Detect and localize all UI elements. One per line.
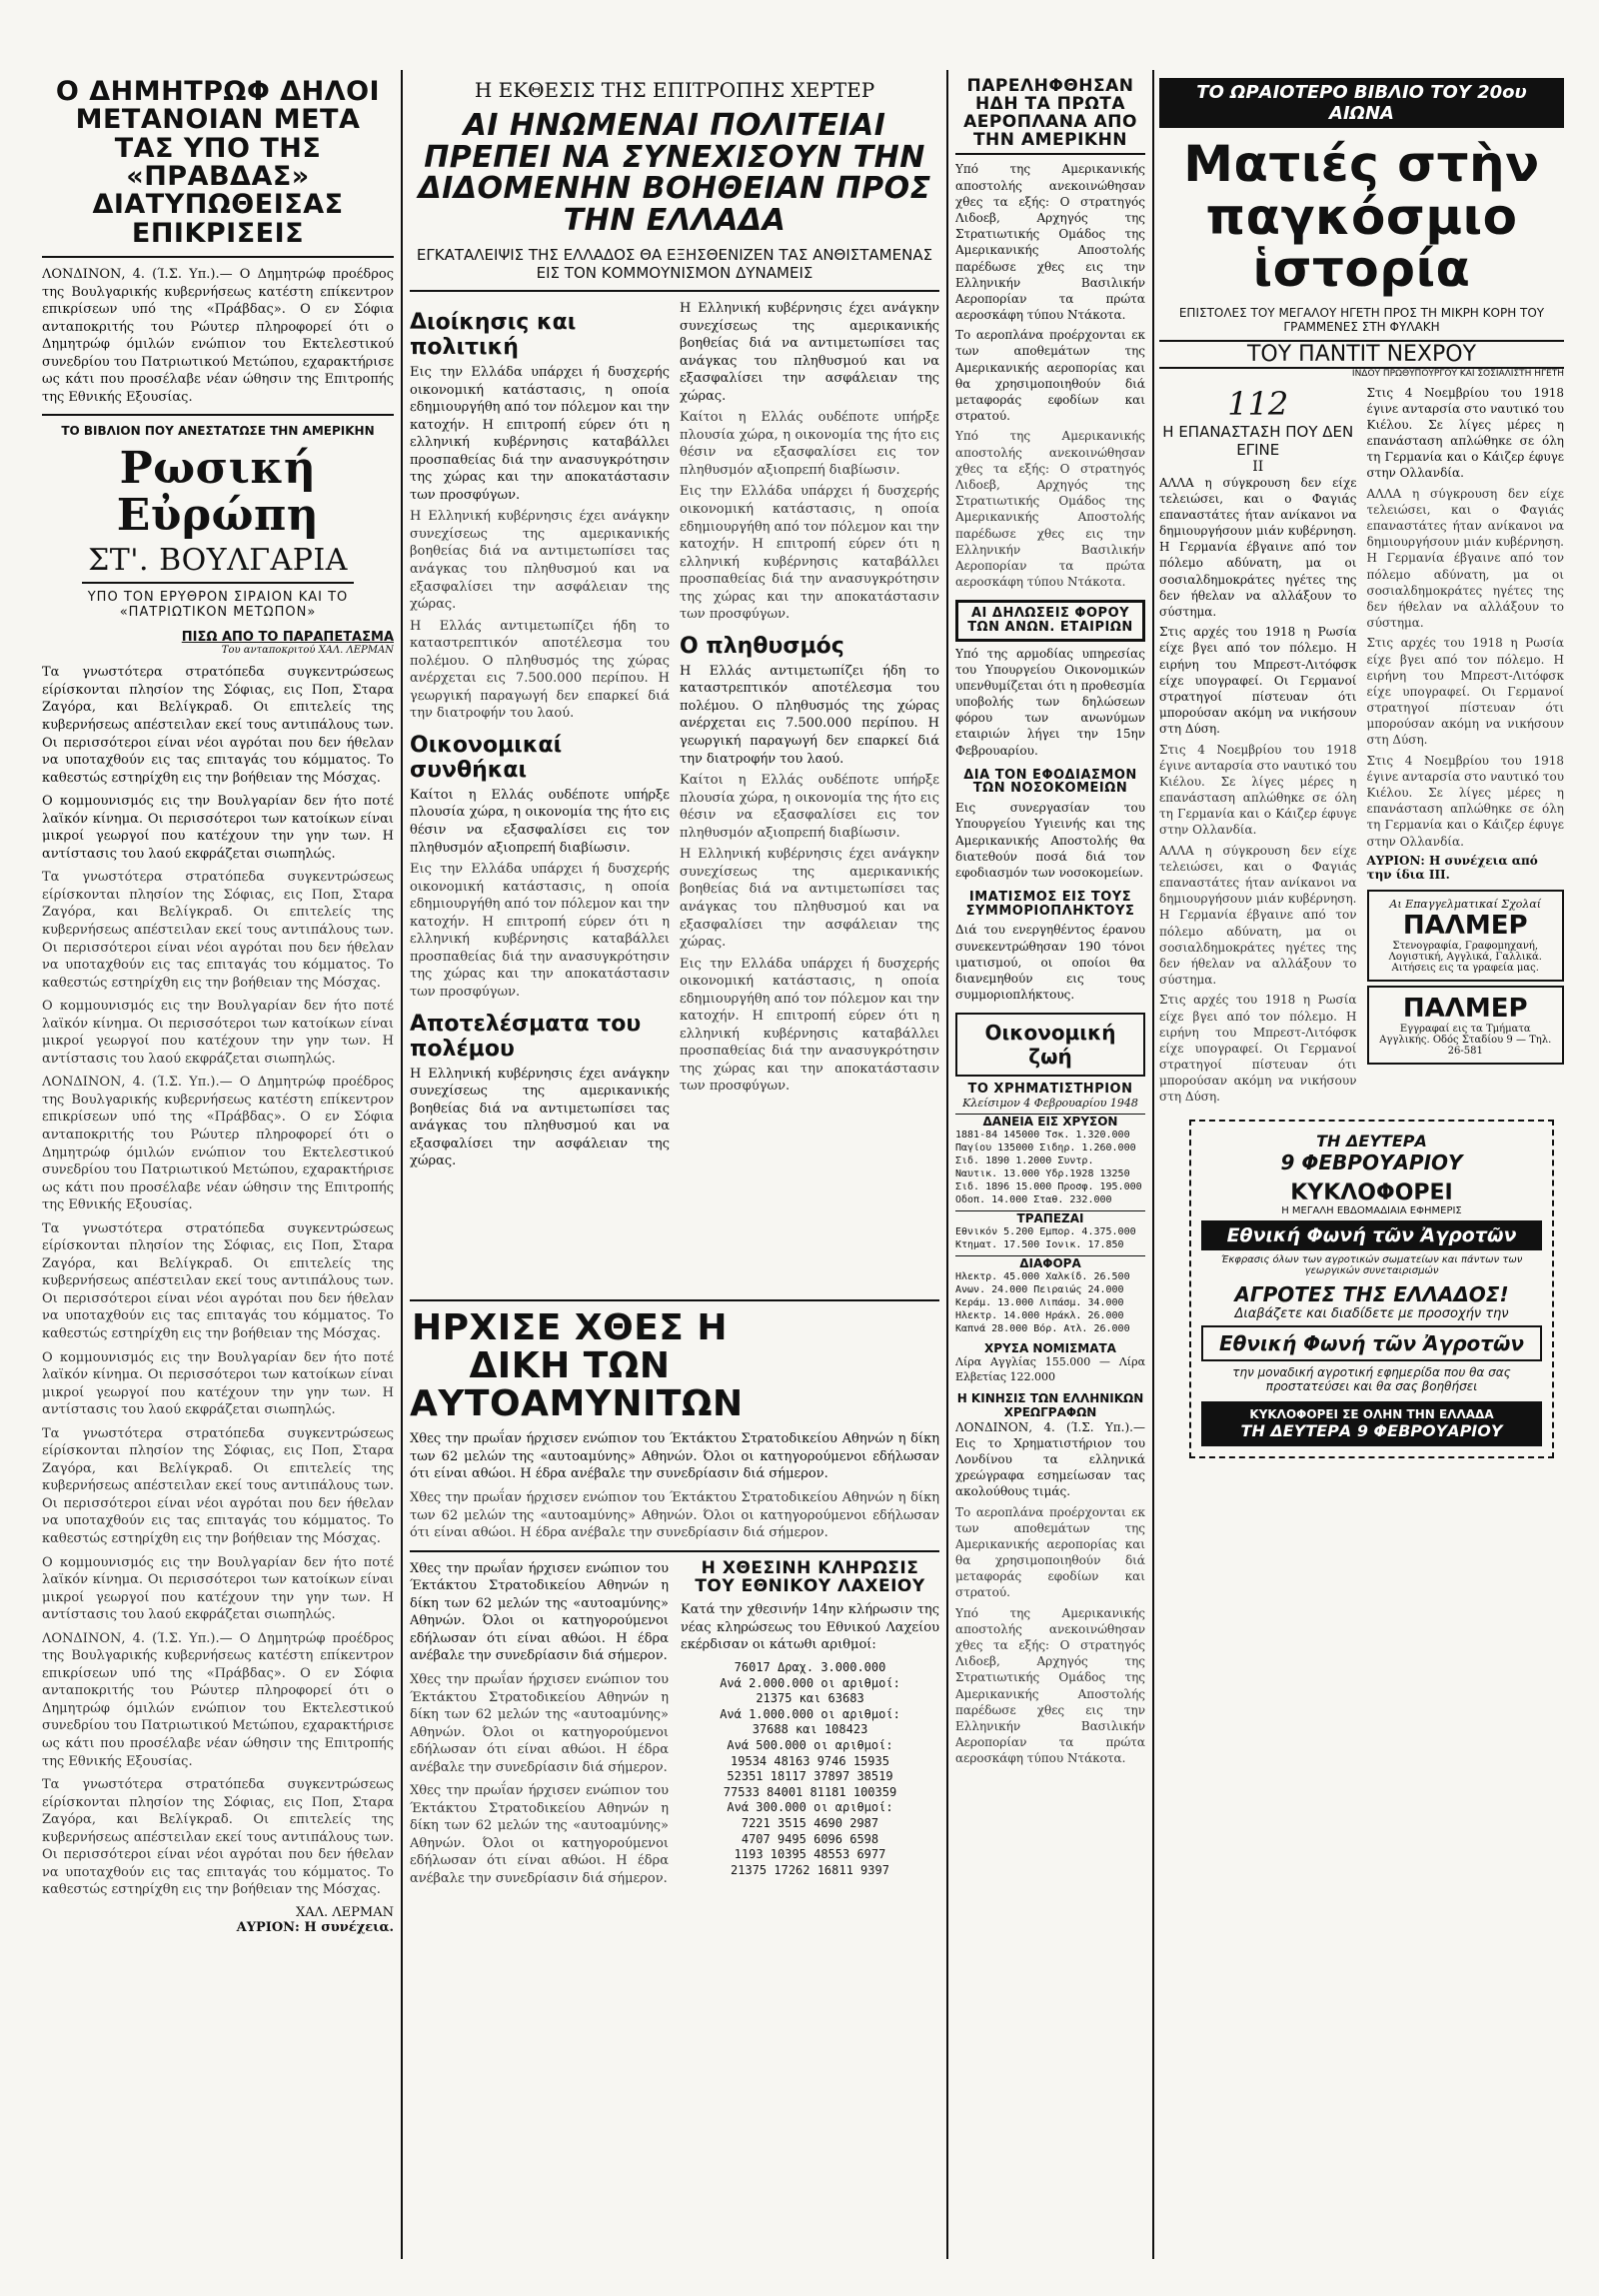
lottery-intro: Κατά την χθεσινήν 14ην κλήρωσιν της νέας κληρώσεως του Εθνικού Λαχείου εκέρδισαν οι κάτωθι αριθμοί: — [681, 1602, 939, 1653]
chapter-body-3: Στις 4 Νοεμβρίου του 1918 έγινε ανταρσία στο ναυτικό του Κιέλου. Σε λίγες μέρες η επανάσταση απλώθηκε σε όλη τη Γερμανία και ο Κάιζερ έφυγε στην Ολλανδία. — [1159, 742, 1357, 838]
promo-bottom-box — [1201, 1401, 1542, 1446]
bank-row: Εθνικόν 5.200 Εμπορ. 4.375.000 — [955, 1225, 1136, 1237]
gold-loans-table — [955, 1129, 1145, 1206]
divider — [82, 582, 354, 584]
chapter-tomorrow: ΑΥΡΙΟΝ: Η συνέχεια από την ίδια ΙΙΙ. — [1366, 853, 1538, 882]
b-body-2: Καίτοι η Ελλάς ουδέποτε υπήρξε πλουσία χώρα, η οικονομία της ήτο εις θέσιν να εξασφαλίσει εις τον πληθυσμόν αξιοπρεπή διαβίωσιν. — [680, 410, 939, 478]
book-body-1-repeat: Τα γνωστότερα στρατόπεδα συγκεντρώσεως είρίσκονται πλησίον της Σόφιας, εις Ποπ, Σταρα Ζαγόρα, και Βελίγκραδ. Οι επιτελείς της κυβερνήσεως απέστειλαν εκεί τους αντιπάλους των. Οι περισσότεροι είναι νέοι αγρόται που δεν ήθελαν να υποταχθούν εις τας επιταγάς του κόμματος. Το καθεστώς εστηρίχθη εις την βοήθειαν της Μόσχας. — [42, 870, 394, 991]
book-subtitle: ΥΠΟ ΤΟΝ ΕΡΥΘΡΟΝ ΣΙΡΑΙΟΝ ΚΑΙ ΤΟ «ΠΑΤΡΙΩΤΙΚΟΝ ΜΕΤΩΠΟΝ» — [87, 590, 349, 621]
section-administration: Διοίκησις και πολιτική — [410, 310, 577, 360]
section-economy: Οικονομικαί συνθήκαι — [410, 732, 563, 783]
promo-tail: την μοναδική αγροτική εφημερίδα που θα σας προστατεύσει και θα σας βοηθήσει — [1232, 1364, 1511, 1393]
article-col-a — [410, 300, 670, 1170]
misc-row: Καπνά 28.000 Βόρ. Ατλ. 26.000 — [955, 1322, 1130, 1334]
market-date: Κλείσιμον 4 Φεβρουαρίου 1948 — [962, 1096, 1138, 1110]
headline-trial: ΗΡΧΙΣΕ ΧΘΕΣ Η ΔΙΚΗ ΤΩΝ ΑΥΤΟΑΜΥΝΙΤΩΝ — [410, 1307, 744, 1424]
lottery-line: 19534 48163 9746 15935 — [731, 1753, 889, 1768]
misc-head: ΔΙΑΦΟΡΑ — [955, 1255, 1145, 1270]
divider — [410, 290, 939, 292]
tax-box — [955, 600, 1145, 641]
dateline-repeat: ΛΟΝΔΙΝΟΝ, 4. (Ί.Σ. Υπ.).— Ο Δημητρώφ προέδρος της Βουλγαρικής κυβερνήσεως κατέστη επίκεντρον επικρίσεων υπό της «Πράβδας». Ο εν Σόφια ανταποκριτής του Ρώυτερ πληροφορεί ότι ο Δημητρώφ όμιλών ενώπιον του Εκτελεστικού συνεδρίου του Πατριωτικού Μετώπου, εχαρακτήρισε ως κάτι που προσέλαβε νέαν ώθησιν της Επιτροπής της Εθνικής Εξουσίας. — [42, 1075, 394, 1213]
promo-body: Έκφρασις όλων των αγροτικών σωματείων και πάντων των γεωργικών συνεταιρισμών — [1220, 1253, 1523, 1276]
trial-names-2: Χθες την πρωΐαν ήρχισεν ενώπιον του Έκτάκτου Στρατοδικείου Αθηνών η δίκη των 62 μελών της «αυτοαμύνης» Αθηνών. Όλοι οι κατηγορούμενοι εδήλωσαν ότι είναι αθώοι. Η έδρα ανέβαλε την συνεδρίασιν διά σήμερον. — [410, 1671, 669, 1775]
filler-text — [42, 869, 394, 992]
chapter-body-4: ΑΛΛΑ η σύγκρουση δεν είχε τελειώσει, και ο Φαγιάς επαναστάτες ήταν ανίκανοι να δημιουργήσουν μιάν κυβέρνηση. Η Γερμανία έβγαινε από τον πόλεμο αδύνατη, μα οι σοσιαλδημοκράτες ηγέτες της δεν ήθελαν να αλλάξουν το σύστημα. — [1159, 843, 1357, 988]
column-4 — [1159, 78, 1564, 2227]
book-body-2-repeat: Ο κομμουνισμός εις την Βουλγαρίαν δεν ήτο ποτέ λαϊκόν κίνημα. Οι περισσότεροι των κατοίκων είναι μικροί γεωργοί που κατέχουν την γην των. Η αντίστασις του λαού εκφράζεται σιωπηλώς. — [42, 999, 394, 1067]
stocks-body: ΛΟΝΔΙΝΟΝ, 4. (Ί.Σ. Υπ.).— Εις το Χρηματιστήριον του Λονδίνου τα ελληνικά χρεώγραφα εσημείωσαν τας ακολούθους τιμάς. — [955, 1419, 1145, 1499]
behind-curtain-label: ΠΙΣΩ ΑΠΟ ΤΟ ΠΑΡΑΠΕΤΑΣΜΑ — [181, 630, 394, 646]
stocks-body-2: Το αεροπλάνα προέρχονται εκ των αποθεμάτων της Αμερικανικής αεροπορίας και θα χρησιμοποιηθούν διά μεταφοράς εφοδίων και στρατού. — [955, 1504, 1145, 1600]
b-body-3: Εις την Ελλάδα υπάρχει ή δυσχερής οικονομική κατάστασις, η οποία εδημιουργήθη από τον πόλεμον και την κατοχήν. Η επιτροπή εύρεν ότι η ελληνική κυβέρνησις καταβάλλει προσπαθείας διά την ανασυγκρότησιν της χώρας και την αποκατάστασιν των προσφύγων. — [680, 484, 939, 623]
palmer-ad-1-intro: Αι Επαγγελματικαί Σχολαί — [1389, 897, 1542, 911]
divider — [42, 256, 394, 258]
end-signature: ΧΑΛ. ΛΕΡΜΑΝ — [296, 1904, 394, 1920]
lottery-numbers — [681, 1660, 939, 1878]
promo-bottom-1: ΚΥΚΛΟΦΟΡΕΙ ΣΕ ΟΛΗΝ ΤΗΝ ΕΛΛΑΔΑ — [1249, 1406, 1494, 1421]
gold-coins-body: Λίρα Αγγλίας 155.000 — Λίρα Ελβετίας 122.000 — [955, 1354, 1145, 1383]
clothing-headline: ΙΜΑΤΙΣΜΟΣ ΕΙΣ ΤΟΥΣ ΣΥΜΜΟΡΙΟΠΛΗΚΤΟΥΣ — [965, 890, 1135, 919]
column-2-lower — [410, 1299, 939, 2219]
econ-life-title: Οικονομική ζωή — [984, 1021, 1116, 1070]
promo-bottom-2: ΤΗ ΔΕΥΤΕΡΑ 9 ΦΕΒΡΟΥΑΡΙΟΥ — [1240, 1420, 1503, 1440]
dateline-article: ΛΟΝΔΙΝΟΝ, 4. (Ί.Σ. Υπ.).— Ο Δημητρώφ προέδρος της Βουλγαρικής κυβερνήσεως κατέστη επίκεντρον επικρίσεων υπό της «Πράβδας». Ο εν Σόφια ανταποκριτής του Ρώυτερ πληροφορεί ότι ο Δημητρώφ όμιλών ενώπιον του Εκτελεστικού συνεδρίου του Πατριωτικού Μετώπου, εχαρακτήρισε ως κάτι που προσέλαβε νέαν ώθησιν της Επιτροπής της Εθνικής Εξουσίας. — [42, 267, 394, 405]
chapter-number: 112 — [1227, 384, 1289, 423]
gold-row: Οδοπ. 14.000 Σταθ. 232.000 — [955, 1193, 1112, 1205]
author-description: ΙΝΔΟΥ ΠΡΩΘΥΠΟΥΡΓΟΥ ΚΑΙ ΣΟΣΙΑΛΙΣΤΗ ΗΓΕΤΗ — [1351, 368, 1564, 379]
tax-headline: ΑΙ ΔΗΛΩΣΕΙΣ ΦΟΡΟΥ ΤΩΝ ΑΝΩΝ. ΕΤΑΙΡΙΩΝ — [967, 606, 1133, 635]
admin-body-cont2: Η Ελλάς αντιμετωπίζει ήδη το καταστρεπτικόν αποτέλεσμα του πολέμου. Ο πληθυσμός της χώρας ανέρχεται εις 7.500.000 περίπου. Η γεωργική παραγωγή δεν επαρκεί διά την διατροφήν του λαού. — [410, 618, 670, 722]
aircraft-body-3: Υπό της Αμερικανικής αποστολής ανεκοινώθησαν χθες τα εξής: Ο στρατηγός Λιδοεβ, Αρχηγός της Στρατιωτικής Ομάδος της Αμερικανικής Αποστολής παρέδωσε χθες εις την Ελληνικήν Βασιλικήν Αεροπορίαν τα πρώτα αεροσκάφη τύπου Ντάκοτα. — [955, 429, 1145, 590]
stocks-body-3: Υπό της Αμερικανικής αποστολής ανεκοινώθησαν χθες τα εξής: Ο στρατηγός Λιδοεβ, Αρχηγός της Στρατιωτικής Ομάδος της Αμερικανικής Αποστολής παρέδωσε χθες εις την Ελληνικήν Βασιλικήν Αεροπορίαν τα πρώτα αεροσκάφη τύπου Ντάκοτα. — [955, 1605, 1145, 1766]
lottery-line: 37688 και 108423 — [752, 1722, 868, 1737]
chapter-body-2: Στις αρχές του 1918 η Ρωσία είχε βγει από τον πόλεμο. Η ειρήνη του Μπρεστ-Λιτόφσκ είχε υπογραφεί. Οι Γερμανοί στρατηγοί πίστευαν ότι μπορούσαν ακόμη να νικήσουν στη Δύση. — [1159, 625, 1357, 737]
divider — [410, 1550, 939, 1552]
lottery-line: 21375 και 63683 — [756, 1691, 864, 1706]
pop-body-3: Η Ελληνική κυβέρνησις έχει ανάγκην συνεχίσεως της αμερικανικής βοηθείας διά να αντιμετωπίσει τας ανάγκας του πληθυσμού και να εξασφαλίσει την ασφάλειαν της χώρας. — [680, 847, 939, 951]
filler-text — [42, 1554, 394, 1624]
divider — [410, 1299, 939, 1301]
lottery-line: 4707 9495 6096 6598 — [741, 1831, 879, 1846]
gold-loans-head: ΔΑΝΕΙΑ ΕΙΣ ΧΡΥΣΟΝ — [955, 1114, 1145, 1129]
promo-name: Εθνική Φωνή τῶν Ἀγροτῶν — [1201, 1220, 1542, 1250]
column-3 — [955, 78, 1145, 2227]
filler-text — [42, 1425, 394, 1548]
clothing-body: Διά του ενεργηθέντος έρανου συνεκεντρώθησαν 190 τόνοι ιματισμού, οι οποίοι θα διανεμηθούν εις τους συμμοριοπλήκτους. — [955, 923, 1145, 1003]
section-results: Αποτελέσματα του πολέμου — [410, 1011, 642, 1062]
chapter-title: Η ΕΠΑΝΑΣΤΑΣΗ ΠΟΥ ΔΕΝ ΕΓΙΝΕ — [1162, 422, 1354, 459]
lottery-line: Ανά 2.000.000 οι αριθμοί: — [720, 1675, 900, 1690]
chapter-body-1: ΑΛΛΑ η σύγκρουση δεν είχε τελειώσει, και ο Φαγιάς επαναστάτες ήταν ανίκανοι να δημιουργήσουν μιάν κυβέρνηση. Η Γερμανία έβγαινε από τον πόλεμο αδύνατη, μα οι σοσιαλδημοκράτες ηγέτες της δεν ήθελαν να αλλάξουν το σύστημα. — [1159, 475, 1357, 619]
article-col-b — [680, 300, 939, 1170]
book-author-nehru: ΤΟΥ ΠΑΝΤΙΤ ΝΕΧΡΟΥ — [1159, 340, 1564, 369]
pop-body-4: Εις την Ελλάδα υπάρχει ή δυσχερής οικονομική κατάστασις, η οποία εδημιουργήθη από τον πόλεμον και την κατοχήν. Η επιτροπή εύρεν ότι η ελληνική κυβέρνησις καταβάλλει προσπαθείας διά την ανασυγκρότησιν της χώρας και την αποκατάστασιν των προσφύγων. — [680, 956, 939, 1095]
econ-body-cont: Εις την Ελλάδα υπάρχει ή δυσχερής οικονομική κατάστασις, η οποία εδημιουργήθη από τον πόλεμον και την κατοχήν. Η επιτροπή εύρεν ότι η ελληνική κυβέρνησις καταβάλλει προσπαθείας διά την ανασυγκρότησιν της χώρας και την αποκατάστασιν των προσφύγων. — [410, 862, 670, 1000]
misc-table — [955, 1270, 1145, 1335]
chapter-part: ΙΙ — [1252, 458, 1264, 475]
admin-body: Εις την Ελλάδα υπάρχει ή δυσχερής οικονομική κατάστασις, η οποία εδημιουργήθη από τον πόλεμον και την κατοχήν. Η επιτροπή εύρεν ότι η ελληνική κυβέρνησις καταβάλλει προσπαθείας διά την ανασυγκρότησιν της χώρας και την αποκατάστασιν των προσφύγων. — [410, 365, 670, 503]
chapter-col-b — [1367, 385, 1565, 1106]
aircraft-body: Υπό της Αμερικανικής αποστολής ανεκοινώθησαν χθες τα εξής: Ο στρατηγός Λιδοεβ, Αρχηγός της Στρατιωτικής Ομάδος της Αμερικανικής Αποστολής παρέδωσε χθες εις την Ελληνικήν Βασιλικήν Αεροπορίαν τα πρώτα αεροσκάφη τύπου Ντάκοτα. — [955, 162, 1145, 323]
chapter-b-4: Στις 4 Νοεμβρίου του 1918 έγινε ανταρσία στο ναυτικό του Κιέλου. Σε λίγες μέρες η επανάσταση απλώθηκε σε όλη τη Γερμανία και ο Κάιζερ έφυγε στην Ολλανδία. — [1366, 753, 1564, 849]
aircraft-body-2: Το αεροπλάνα προέρχονται εκ των αποθεμάτων της Αμερικανικής αεροπορίας και θα χρησιμοποιηθούν διά μεταφοράς εφοδίων και στρατού. — [955, 328, 1145, 424]
gold-row: 1881-84 145000 Τσκ. 1.320.000 — [955, 1129, 1130, 1141]
article-columns — [410, 300, 939, 1170]
gold-row: Ναυτικ. 13.000 Υδρ.1928 13250 — [955, 1167, 1130, 1179]
econ-body: Καίτοι η Ελλάς ουδέποτε υπήρξε πλουσία χώρα, η οικονομία της ήτο εις θέσιν να εξασφαλίσει εις τον πληθυσμόν αξιοπρεπή διαβίωσιν. — [410, 787, 670, 856]
book-title-nehru: Ματιές στὴν παγκόσμιο ἱστορία — [1183, 135, 1540, 298]
book-banner: ΤΟ ΩΡΑΙΟΤΕΡΟ ΒΙΒΛΙΟ ΤΟΥ 20ου ΑΙΩΝΑ — [1159, 78, 1564, 128]
promo-description: Η ΜΕΓΑΛΗ ΕΒΔΟΜΑΔΙΑΙΑ ΕΦΗΜΕΡΙΣ — [1281, 1204, 1462, 1216]
lottery-line: 76017 Δραχ. 3.000.000 — [734, 1660, 886, 1674]
filler-text — [42, 1349, 394, 1419]
banks-table — [955, 1225, 1145, 1251]
trial-body-cont: Χθες την πρωΐαν ήρχισεν ενώπιον του Έκτάκτου Στρατοδικείου Αθηνών η δίκη των 62 μελών της «αυτοαμύνης» Αθηνών. Όλοι οι κατηγορούμενοι εδήλωσαν ότι είναι αθώοι. Η έδρα ανέβαλε την συνεδρίασιν διά σήμερον. — [410, 1490, 939, 1541]
promo-name-2: Εθνική Φωνή τῶν Ἀγροτῶν — [1201, 1325, 1542, 1361]
lottery-line: 1193 10395 48553 6977 — [734, 1847, 886, 1862]
gold-coins-head: ΧΡΥΣΑ ΝΟΜΙΣΜΑΤΑ — [984, 1340, 1116, 1355]
book-body-1: Τα γνωστότερα στρατόπεδα συγκεντρώσεως είρίσκονται πλησίον της Σόφιας, εις Ποπ, Σταρα Ζαγόρα, και Βελίγκραδ. Οι επιτελείς της κυβερνήσεως απέστειλαν εκεί τους αντιπάλους των. Οι περισσότεροι είναι νέοι αγρόται που δεν ήθελαν να υποταχθούν εις τας επιταγάς του κόμματος. Το καθεστώς εστηρίχθη εις την βοήθειαν της Μόσχας. — [42, 665, 394, 786]
econ-life-box — [955, 1013, 1145, 1077]
chapter-col-a — [1159, 385, 1357, 1106]
filler-text — [42, 1776, 394, 1899]
chapter-body-5: Στις αρχές του 1918 η Ρωσία είχε βγει από τον πόλεμο. Η ειρήνη του Μπρεστ-Λιτόφσκ είχε υπογραφεί. Οι Γερμανοί στρατηγοί πίστευαν ότι μπορούσαν ακόμη να νικήσουν στη Δύση. — [1159, 993, 1357, 1105]
chapter-b-3: Στις αρχές του 1918 η Ρωσία είχε βγει από τον πόλεμο. Η ειρήνη του Μπρεστ-Λιτόφσκ είχε υπογραφεί. Οι Γερμανοί στρατηγοί πίστευαν ότι μπορούσαν ακόμη να νικήσουν στη Δύση. — [1366, 636, 1564, 748]
book-author-chapter: ΣΤ'. ΒΟΥΛΓΑΡΙΑ — [88, 542, 348, 578]
book-subtitle-nehru: ΕΠΙΣΤΟΛΕΣ ΤΟΥ ΜΕΓΑΛΟΥ ΗΓΕΤΗ ΠΡΟΣ ΤΗ ΜΙΚΡΗ ΚΟΡΗ ΤΟΥ ΓΡΑΜΜΕΝΕΣ ΣΤΗ ΦΥΛΑΚΗ — [1178, 305, 1545, 334]
lottery-headline: Η ΧΘΕΣΙΝΗ ΚΛΗΡΩΣΙΣ ΤΟΥ ΕΘΝΙΚΟΥ ΛΑΧΕΙΟΥ — [695, 1557, 925, 1596]
book-body-2-repeat: Ο κομμουνισμός εις την Βουλγαρίαν δεν ήτο ποτέ λαϊκόν κίνημα. Οι περισσότεροι των κατοίκων είναι μικροί γεωργοί που κατέχουν την γην των. Η αντίστασις του λαού εκφράζεται σιωπηλώς. — [42, 1349, 394, 1418]
market-headline: ΤΟ ΧΡΗΜΑΤΙΣΤΗΡΙΟΝ — [967, 1082, 1133, 1098]
column-1 — [42, 78, 394, 2227]
palmer-ad-2 — [1367, 986, 1565, 1065]
b-body-1: Η Ελληνική κυβέρνησις έχει ανάγκην συνεχίσεως της αμερικανικής βοηθείας διά να αντιμετωπίσει τας ανάγκας του πληθυσμού και να εξασφαλίσει την ασφάλειαν της χώρας. — [680, 301, 939, 404]
promo-call: ΑΓΡΟΤΕΣ ΤΗΣ ΕΛΛΑΔΟΣ! — [1234, 1281, 1509, 1306]
column-rule — [401, 70, 403, 2259]
lower-left — [410, 1560, 669, 1888]
column-rule — [1152, 70, 1154, 2259]
misc-row: Ηλεκτρ. 45.000 Χαλκίδ. 26.500 — [955, 1270, 1130, 1282]
book-body-1-repeat: Τα γνωστότερα στρατόπεδα συγκεντρώσεως είρίσκονται πλησίον της Σόφιας, εις Ποπ, Σταρα Ζαγόρα, και Βελίγκραδ. Οι επιτελείς της κυβερνήσεως απέστειλαν εκεί τους αντιπάλους των. Οι περισσότεροι είναι νέοι αγρόται που δεν ήθελαν να υποταχθούν εις τας επιταγάς του κόμματος. Το καθεστώς εστηρίχθη εις την βοήθειαν της Μόσχας. — [42, 1425, 394, 1547]
stocks-head: Η ΚΙΝΗΣΙΣ ΤΩΝ ΕΛΛΗΝΙΚΩΝ ΧΡΕΩΓΡΑΦΩΝ — [956, 1390, 1144, 1419]
misc-row: Κεράμ. 13.000 Λιπάσμ. 34.000 — [955, 1296, 1124, 1308]
lottery-line: 52351 18117 37897 38519 — [727, 1769, 893, 1784]
hospital-body: Εις συνεργασίαν του Υπουργείου Υγιεινής και της Αμερικανικής Αποστολής θα διατεθούν ποσά διά τον εφοδιασμόν των νοσοκομείων. — [955, 801, 1145, 880]
filler-text — [42, 1630, 394, 1770]
promo-circulates: ΚΥΚΛΟΦΟΡΕΙ — [1290, 1179, 1453, 1205]
chapter-b-2: ΑΛΛΑ η σύγκρουση δεν είχε τελειώσει, και ο Φαγιάς επαναστάτες ήταν ανίκανοι να δημιουργήσουν μιάν κυβέρνηση. Η Γερμανία έβγαινε από τον πόλεμο αδύνατη, μα οι σοσιαλδημοκράτες ηγέτες της δεν ήθελαν να αλλάξουν το σύστημα. — [1366, 486, 1564, 631]
palmer-ad-1-text: Στενογραφία, Γραφομηχανή, Λογιστική, Αγγλικά, Γαλλικά. Αιτήσεις εις τα γραφεία μας. — [1388, 940, 1542, 974]
kicker-herter: Η ΕΚΘΕΣΙΣ ΤΗΣ ΕΠΙΤΡΟΠΗΣ ΧΕΡΤΕΡ — [474, 78, 875, 102]
palmer-ad-1 — [1367, 890, 1565, 982]
tax-body: Υπό της αρμοδίας υπηρεσίας του Υπουργείου Οικονομικών υπενθυμίζεται ότι η προθεσμία υποβολής των δηλώσεων φόρου των ανωνύμων εταιριών λήγει την 15ην Φεβρουαρίου. — [955, 646, 1145, 758]
book-body-1-repeat: Τα γνωστότερα στρατόπεδα συγκεντρώσεως είρίσκονται πλησίον της Σόφιας, εις Ποπ, Σταρα Ζαγόρα, και Βελίγκραδ. Οι επιτελείς της κυβερνήσεως απέστειλαν εκεί τους αντιπάλους των. Οι περισσότεροι είναι νέοι αγρόται που δεν ήθελαν να υποταχθούν εις τας επιταγάς του κόμματος. Το καθεστώς εστηρίχθη εις την βοήθειαν της Μόσχας. — [42, 1220, 394, 1341]
filler-text — [42, 1220, 394, 1343]
chapter-columns — [1159, 385, 1564, 1106]
byline: Του ανταποκριτού ΧΑΛ. ΛΕΡΜΑΝ — [221, 645, 394, 657]
lottery-line: 21375 17262 16811 9397 — [731, 1862, 889, 1877]
column-2 — [410, 78, 939, 1297]
admin-body-cont: Η Ελληνική κυβέρνησις έχει ανάγκην συνεχίσεως της αμερικανικής βοηθείας διά να αντιμετωπίσει τας ανάγκας του πληθυσμού και να εξασφαλίσει την ασφάλειαν της χώρας. — [410, 509, 670, 613]
palmer-ad-2-head: ΠΑΛΜΕΡ — [1402, 993, 1528, 1024]
dateline-repeat: ΛΟΝΔΙΝΟΝ, 4. (Ί.Σ. Υπ.).— Ο Δημητρώφ προέδρος της Βουλγαρικής κυβερνήσεως κατέστη επίκεντρον επικρίσεων υπό της «Πράβδας». Ο εν Σόφια ανταποκριτής του Ρώυτερ πληροφορεί ότι ο Δημητρώφ όμιλών ενώπιον του Εκτελεστικού συνεδρίου του Πατριωτικού Μετώπου, εχαρακτήρισε ως κάτι που προσέλαβε νέαν ώθησιν της Επιτροπής της Εθνικής Εξουσίας. — [42, 1630, 394, 1769]
trial-body: Χθες την πρωΐαν ήρχισεν ενώπιον του Έκτάκτου Στρατοδικείου Αθηνών η δίκη των 62 μελών της «αυτοαμύνης» Αθηνών. Όλοι οι κατηγορούμενοι εδήλωσαν ότι είναι αθώοι. Η έδρα ανέβαλε την συνεδρίασιν διά σήμερον. — [410, 1431, 939, 1482]
promo-day: ΤΗ ΔΕΥΤΕΡΑ — [1316, 1131, 1427, 1150]
gold-row: Σιδ. 1890 1.2000 Συντρ. — [955, 1154, 1094, 1166]
divider — [42, 414, 394, 416]
lottery-line: Ανά 500.000 οι αριθμοί: — [727, 1737, 893, 1752]
headline-dimitrov: Ο ΔΗΜΗΤΡΩΦ ΔΗΛΟΙ ΜΕΤΑΝΟΙΑΝ ΜΕΤΑ ΤΑΣ ΥΠΟ ΤΗΣ «ΠΡΑΒΔΑΣ» ΔΙΑΤΥΠΩΘΕΙΣΑΣ ΕΠΙΚΡΙΣΕΙΣ — [55, 78, 381, 249]
trial-names: Χθες την πρωΐαν ήρχισεν ενώπιον του Έκτάκτου Στρατοδικείου Αθηνών η δίκη των 62 μελών της «αυτοαμύνης» Αθηνών. Όλοι οι κατηγορούμενοι εδήλωσαν ότι είναι αθώοι. Η έδρα ανέβαλε την συνεδρίασιν διά σήμερον. — [410, 1560, 669, 1664]
column-rule — [946, 70, 948, 2259]
hospital-headline: ΔΙΑ ΤΟΝ ΕΦΟΔΙΑΣΜΟΝ ΤΩΝ ΝΟΣΟΚΟΜΕΙΩΝ — [963, 767, 1137, 797]
filler-text — [42, 998, 394, 1068]
lottery-block — [681, 1557, 939, 1888]
chapter-b-1: Στις 4 Νοεμβρίου του 1918 έγινε ανταρσία στο ναυτικό του Κιέλου. Σε λίγες μέρες η επανάσταση απλώθηκε σε όλη τη Γερμανία και ο Κάιζερ έφυγε στην Ολλανδία. — [1366, 385, 1564, 481]
book-body-2: Ο κομμουνισμός εις την Βουλγαρίαν δεν ήτο ποτέ λαϊκόν κίνημα. Οι περισσότεροι των κατοίκων είναι μικροί γεωργοί που κατέχουν την γην των. Η αντίστασις του λαού εκφράζεται σιωπηλώς. — [42, 794, 394, 862]
palmer-ad-2-text: Εγγραφαί εις τα Τμήματα Αγγλικής. Οδός Σταδίου 9 — Τηλ. 26-581 — [1379, 1023, 1552, 1057]
headline-aid-greece: ΑΙ ΗΝΩΜΕΝΑΙ ΠΟΛΙΤΕΙΑΙ ΠΡΕΠΕΙ ΝΑ ΣΥΝΕΧΙΣΟΥΝ ΤΗΝ ΔΙΔΟΜΕΝΗΝ ΒΟΗΘΕΙΑΝ ΠΡΟΣ ΤΗΝ ΕΛΛΑΔΑ — [418, 108, 931, 238]
lottery-line: Ανά 300.000 οι αριθμοί: — [727, 1800, 893, 1815]
gold-row: Σιδ. 1896 15.000 Προσφ. 195.000 — [955, 1180, 1142, 1192]
promo-call2: Διαβάζετε και διαδίδετε με προσοχήν την — [1234, 1305, 1509, 1321]
results-body: Η Ελληνική κυβέρνησις έχει ανάγκην συνεχίσεως της αμερικανικής βοηθείας διά να αντιμετωπίσει τας ανάγκας του πληθυσμού και να εξασφαλίσει την ασφάλειαν της χώρας. — [410, 1066, 670, 1169]
lottery-line: 7221 3515 4690 2987 — [741, 1815, 879, 1830]
banks-head: ΤΡΑΠΕΖΑΙ — [955, 1210, 1145, 1225]
trial-names-3: Χθες την πρωΐαν ήρχισεν ενώπιον του Έκτάκτου Στρατοδικείου Αθηνών η δίκη των 62 μελών της «αυτοαμύνης» Αθηνών. Όλοι οι κατηγορούμενοι εδήλωσαν ότι είναι αθώοι. Η έδρα ανέβαλε την συνεδρίασιν διά σήμερον. — [410, 1783, 669, 1886]
filler-text — [42, 1074, 394, 1213]
misc-row: Ανων. 24.000 Πειραιώς 24.000 — [955, 1283, 1124, 1295]
book-body-1-repeat: Τα γνωστότερα στρατόπεδα συγκεντρώσεως είρίσκονται πλησίον της Σόφιας, εις Ποπ, Σταρα Ζαγόρα, και Βελίγκραδ. Οι επιτελείς της κυβερνήσεως απέστειλαν εκεί τους αντιπάλους των. Οι περισσότεροι είναι νέοι αγρόται που δεν ήθελαν να υποταχθούν εις τας επιταγάς του κόμματος. Το καθεστώς εστηρίχθη εις την βοήθειαν της Μόσχας. — [42, 1777, 394, 1898]
pop-body: Η Ελλάς αντιμετωπίζει ήδη το καταστρεπτικόν αποτέλεσμα του πολέμου. Ο πληθυσμός της χώρας ανέρχεται εις 7.500.000 περίπου. Η γεωργική παραγωγή δεν επαρκεί διά την διατροφήν του λαού. — [680, 663, 939, 767]
lottery-line: 77533 84001 81181 100359 — [723, 1784, 897, 1799]
promo-date: 9 ΦΕΒΡΟΥΑΡΙΟΥ — [1280, 1149, 1463, 1174]
headline-aircraft: ΠΑΡΕΛΗΦΘΗΣΑΝ ΗΔΗ ΤΑ ΠΡΩΤΑ ΑΕΡΟΠΛΑΝΑ ΑΠΟ ΤΗΝ ΑΜΕΡΙΚΗΝ — [955, 78, 1145, 155]
book-body-2-repeat: Ο κομμουνισμός εις την Βουλγαρίαν δεν ήτο ποτέ λαϊκόν κίνημα. Οι περισσότεροι των κατοίκων είναι μικροί γεωργοί που κατέχουν την γην των. Η αντίστασις του λαού εκφράζεται σιωπηλώς. — [42, 1554, 394, 1623]
lottery-line: Ανά 1.000.000 οι αριθμοί: — [720, 1706, 900, 1721]
tomorrow-note: ΑΥΡΙΟΝ: Η συνέχεια. — [236, 1919, 394, 1935]
misc-row: Ηλεκτρ. 14.000 Ηράκλ. 26.000 — [955, 1309, 1124, 1321]
pop-body-2: Καίτοι η Ελλάς ουδέποτε υπήρξε πλουσία χώρα, η οικονομία της ήτο εις θέσιν να εξασφαλίσει εις τον πληθυσμόν αξιοπρεπή διαβίωσιν. — [680, 773, 939, 841]
section-population: Ο πληθυσμός — [680, 633, 844, 659]
farmers-voice-ad — [1189, 1120, 1554, 1458]
subhead-abandonment: ΕΓΚΑΤΑΛΕΙΨΙΣ ΤΗΣ ΕΛΛΑΔΟΣ ΘΑ ΕΞΗΣΘΕΝΙΖΕΝ ΤΑΣ ΑΝΘΙΣΤΑΜΕΝΑΣ ΕΙΣ ΤΟΝ ΚΟΜΜΟΥΝΙΣΜΟΝ ΔΥΝΑΜΕΙΣ — [416, 246, 933, 282]
book-title: Ρωσική Εὐρώπη — [116, 443, 320, 541]
bank-row: Κτηματ. 17.500 Ιονικ. 17.850 — [955, 1238, 1124, 1250]
lower-split — [410, 1557, 939, 1888]
gold-row: Παγίου 135000 Σιδηρ. 1.260.000 — [955, 1142, 1136, 1153]
palmer-ad-1-head: ΠΑΛΜΕΡ — [1402, 910, 1528, 941]
section-head-book: ΤΟ ΒΙΒΛΙΟΝ ΠΟΥ ΑΝΕΣΤΑΤΩΣΕ ΤΗΝ ΑΜΕΡΙΚΗΝ — [61, 424, 375, 439]
